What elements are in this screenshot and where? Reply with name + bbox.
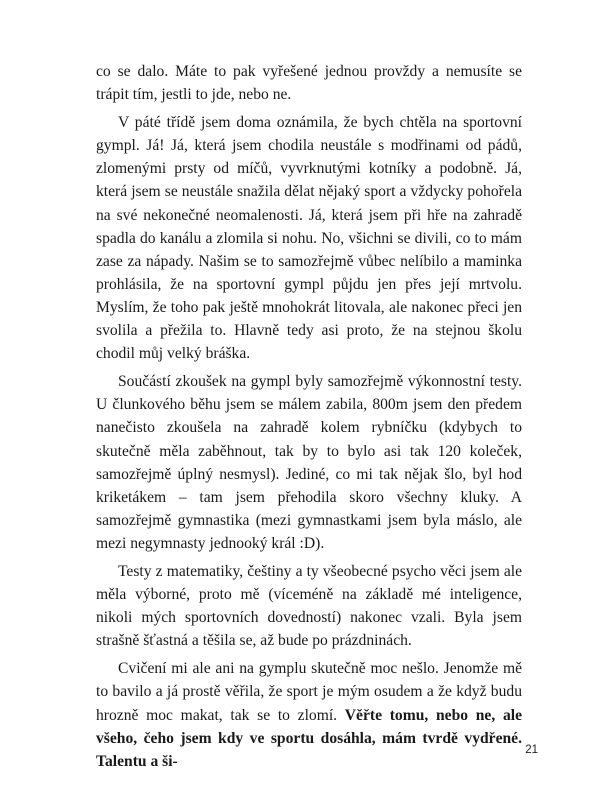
- body-text: [96, 60, 522, 773]
- paragraph-1-text: co se dalo. Máte to pak vyřešené jednou provždy a nemusíte se trápit tím, jestli to jde, nebo ne.: [96, 63, 522, 104]
- paragraph-5-text: Cvičení mi ale ani na gymplu skutečně moc nešlo. Jenomže mě to bavilo a já prostě věřila, že sport je mým osudem a že když budu hrozně moc makat, tak se to zlomí.: [96, 660, 522, 724]
- paragraph-2-text: V páté třídě jsem doma oznámila, že bych chtěla na sportovní gympl. Já! Já, která jsem chodila neustále s modřinami od pádů, zlomenými prsty od míčů, vyvrknutými kotníky a podobně. Já, která jsem se neustále snažila dělat nějaký sport a vždycky pohořela na své nekonečné neomalenosti. Já, která jsem při hře na zahradě spadla do kanálu a zlomila si nohu. No, všichni se divili, co to mám zase za nápady. Našim se to samozřejmě vůbec nelíbilo a maminka prohlásila, že na sportovní gympl půjdu jen přes její mrtvolu. Myslím, že toho pak ještě mnohokrát litovala, ale nakonec přeci jen svolila a přežila to. Hlavně tedy asi proto, že na stejnou školu chodil můj velký bráška.: [96, 114, 522, 363]
- paragraph-5: [96, 657, 522, 772]
- paragraph-3: [96, 370, 522, 555]
- paragraph-4-text: Testy z matematiky, češtiny a ty všeobecné psycho věci jsem ale měla výborné, proto mě (víceméně na základě mé inteligence, nikoli mých sportovních dovedností) nakonec vzali. Byla jsem strašně šťastná a těšila se, až bude po prázdninách.: [96, 562, 522, 650]
- paragraph-4: [96, 560, 522, 652]
- paragraph-5-bold-text: Věřte tomu, nebo ne, ale všeho, čeho jsem kdy ve sportu dosáhla, mám tvrdě vydřené. Talentu a ši-: [96, 706, 522, 770]
- paragraph-1: [96, 60, 522, 106]
- page-number: 21: [525, 744, 538, 756]
- paragraph-2: [96, 111, 522, 365]
- paragraph-3-text: Součástí zkoušek na gympl byly samozřejmě výkonnostní testy. U člunkového běhu jsem se málem zabila, 800m jsem den předem nanečisto zkoušela na zahradě kolem rybníčku (kdybych to skutečně měla zaběhnout, tak by to bylo asi tak 120 koleček, samozřejmě úplný nesmysl). Jediné, co mi tak nějak šlo, byl hod kriketákem – tam jsem přehodila skoro všechny kluky. A samozřejmě gymnastika (mezi gymnastkami jsem byla máslo, ale mezi negymnasty jednooký král :D).: [96, 373, 522, 552]
